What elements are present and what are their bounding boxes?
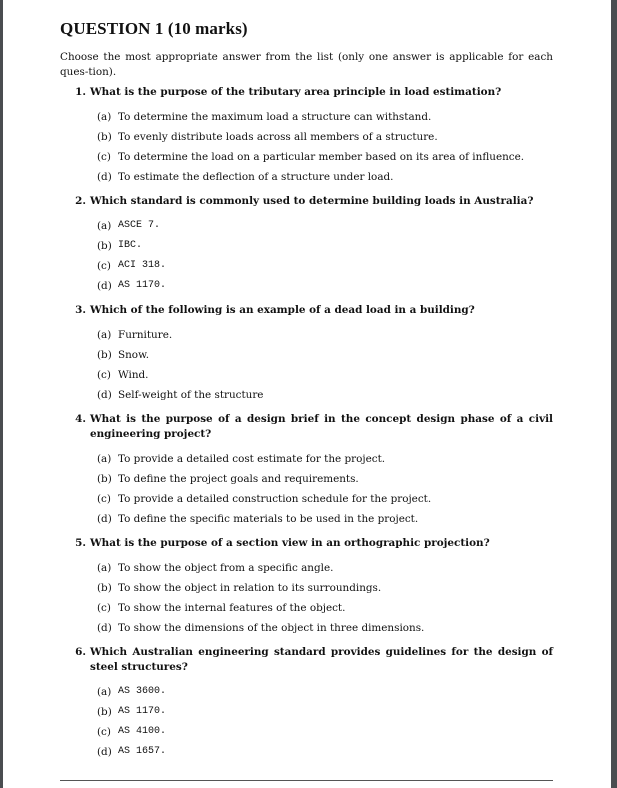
question-title: QUESTION 1 (10 marks) [60,19,248,38]
answer-option [60,598,553,618]
option-label: (b) [97,706,112,718]
question-number: 4. [75,413,86,425]
option-text: To provide a detailed cost estimate for the project. [118,453,386,465]
option-text: To estimate the deflection of a structure under load. [118,171,394,183]
question-heading [60,303,553,318]
option-label: (d) [97,622,112,634]
question-list [60,85,553,762]
question-heading [60,645,553,675]
option-text: Self-weight of the structure [118,389,264,401]
question-text: What is the purpose of the tributary area principle in load estimation? [90,86,502,98]
answer-option [60,167,553,187]
question-number: 3. [75,304,86,316]
answer-option [60,702,553,722]
option-text: IBC. [118,240,143,251]
question-number: 6. [75,646,86,658]
option-label: (d) [97,513,112,525]
option-text: To define the project goals and requirements. [118,473,359,485]
answer-option [60,558,553,578]
question-text: Which Australian engineering standard provides guidelines for the design of steel structures? [90,646,553,673]
answer-option [60,682,553,702]
answer-option [60,722,553,742]
option-label: (b) [97,473,112,485]
answer-option [60,489,553,509]
option-text: AS 1657. [118,746,167,757]
answer-option [60,385,553,405]
answer-option [60,147,553,167]
question-text: What is the purpose of a section view in an orthographic projection? [90,537,490,549]
option-text: To determine the load on a particular member based on its area of influence. [118,151,525,163]
answer-option [60,127,553,147]
footer-rule [60,780,553,781]
question-text: Which standard is commonly used to determine building loads in Australia? [90,195,534,207]
option-text: ASCE 7. [118,220,161,231]
answer-option [60,216,553,236]
option-label: (c) [97,369,111,381]
option-label: (b) [97,131,112,143]
option-text: Furniture. [118,329,173,341]
question-text: Which of the following is an example of a dead load in a building? [90,304,475,316]
option-label: (d) [97,280,112,292]
answer-option [60,449,553,469]
option-text: AS 1170. [118,706,167,717]
question-item [60,303,553,405]
option-text: Wind. [118,369,149,381]
document-page [3,0,611,788]
question-number: 2. [75,195,86,207]
option-label: (c) [97,602,111,614]
option-label: (d) [97,171,112,183]
option-label: (c) [97,260,111,272]
option-label: (b) [97,582,112,594]
answer-option [60,618,553,638]
option-list [60,558,553,638]
option-text: To show the dimensions of the object in three dimensions. [118,622,425,634]
question-item [60,412,553,529]
answer-option [60,742,553,762]
option-list [60,682,553,762]
option-text: To show the object from a specific angle. [118,562,334,574]
option-text: AS 4100. [118,726,167,737]
option-text: To show the internal features of the object. [118,602,346,614]
option-label: (a) [97,329,112,341]
option-text: To determine the maximum load a structure can withstand. [118,111,432,123]
option-label: (c) [97,726,111,738]
option-label: (c) [97,493,111,505]
question-heading [60,85,553,100]
question-heading [60,536,553,551]
option-label: (a) [97,453,112,465]
option-list [60,216,553,296]
option-list [60,325,553,405]
answer-option [60,365,553,385]
question-item [60,194,553,296]
question-item [60,536,553,638]
option-list [60,107,553,187]
option-label: (a) [97,220,112,232]
option-label: (b) [97,349,112,361]
instructions: Choose the most appropriate answer from the list (only one answer is applicable for each ques-tion). [60,51,553,78]
option-label: (d) [97,389,112,401]
answer-option [60,325,553,345]
option-text: To evenly distribute loads across all members of a structure. [118,131,438,143]
option-text: To define the specific materials to be used in the project. [118,513,419,525]
option-text: ACI 318. [118,260,167,271]
question-number: 1. [75,86,86,98]
option-label: (b) [97,240,112,252]
answer-option [60,236,553,256]
question-heading [60,194,553,209]
option-text: To show the object in relation to its surroundings. [118,582,382,594]
option-label: (a) [97,111,112,123]
answer-option [60,509,553,529]
question-item [60,645,553,762]
option-text: To provide a detailed construction schedule for the project. [118,493,432,505]
option-list [60,449,553,529]
answer-option [60,256,553,276]
option-label: (a) [97,562,112,574]
question-number: 5. [75,537,86,549]
option-text: AS 1170. [118,280,167,291]
option-text: Snow. [118,349,150,361]
question-heading [60,412,553,442]
question-item [60,85,553,187]
option-label: (c) [97,151,111,163]
option-label: (a) [97,686,112,698]
option-text: AS 3600. [118,686,167,697]
answer-option [60,276,553,296]
answer-option [60,345,553,365]
option-label: (d) [97,746,112,758]
answer-option [60,469,553,489]
answer-option [60,578,553,598]
answer-option [60,107,553,127]
question-text: What is the purpose of a design brief in the concept design phase of a civil engineering project? [90,413,553,440]
